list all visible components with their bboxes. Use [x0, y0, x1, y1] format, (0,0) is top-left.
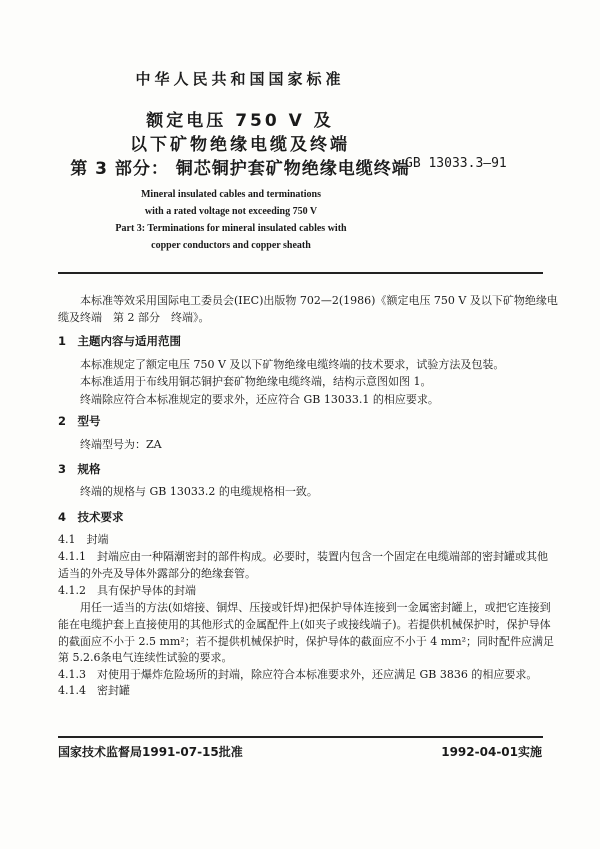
section-4-1-3: 4.1.3 对使用于爆炸危险场所的封端，除应符合本标准要求外，还应满足 GB 3836 的相应要求。	[58, 668, 538, 681]
section-4-1-2-body: 的截面应不小于 2.5 mm²；若不提供机械保护时，保护导体的截面应不小于 4 mm²；同时配件应满足	[58, 635, 555, 648]
section-1-para: 终端除应符合本标准规定的要求外，还应符合 GB 13033.1 的相应要求。	[80, 393, 439, 406]
section-2-para: 终端型号为：ZA	[80, 438, 162, 451]
section-3-para: 终端的规格与 GB 13033.2 的电缆规格相一致。	[80, 485, 318, 498]
title-line-2: 以下矿物绝缘电缆及终端	[130, 135, 350, 155]
section-4-1-2-body: 第 5.2.6条电气连续性试验的要求。	[58, 651, 233, 664]
footer-divider	[58, 736, 543, 738]
section-4-1-2: 4.1.2 具有保护导体的封端	[58, 584, 196, 597]
preface-line-2: 缆及终端 第 2 部分 终端》。	[58, 311, 210, 324]
section-4-1: 4.1 封端	[58, 533, 109, 546]
national-standard-header: 中华人民共和国国家标准	[135, 70, 345, 88]
standard-code: GB 13033.3—91	[405, 156, 507, 171]
english-title-4: copper conductors and copper sheath	[151, 240, 311, 251]
section-1-heading: 1 主题内容与适用范围	[58, 334, 182, 348]
top-divider	[58, 272, 543, 274]
section-1-para: 本标准适用于布线用铜芯铜护套矿物绝缘电缆终端，结构示意图如图 1。	[80, 375, 432, 388]
section-4-1-1: 4.1.1 封端应由一种隔潮密封的部件构成。必要时，装置内包含一个固定在电缆端部的密封罐或其他	[58, 550, 548, 563]
effective-date: 1992-04-01实施	[441, 745, 542, 759]
title-line-1: 额定电压 750 V 及	[146, 111, 334, 131]
preface-line-1: 本标准等效采用国际电工委员会(IEC)出版物 702—2(1986)《额定电压 750 V 及以下矿物绝缘电	[80, 294, 558, 307]
english-title-3: Part 3: Terminations for mineral insulated cables with	[115, 223, 347, 234]
section-4-1-4: 4.1.4 密封罐	[58, 684, 130, 697]
english-title-2: with a rated voltage not exceeding 750 V	[144, 206, 318, 217]
section-4-1-2-body: 能在电缆护套上直接使用的其他形式的金属配件上(如夹子或接线端子)。若提供机械保护时，保护导体	[58, 618, 551, 631]
section-4-heading: 4 技术要求	[58, 510, 124, 524]
section-2-heading: 2 型号	[58, 414, 101, 428]
title-line-3: 第 3 部分： 铜芯铜护套矿物绝缘电缆终端	[70, 159, 410, 179]
section-1-para: 本标准规定了额定电压 750 V 及以下矿物绝缘电缆终端的技术要求，试验方法及包装。	[80, 358, 505, 371]
english-title-1: Mineral insulated cables and terminations	[140, 189, 321, 200]
section-4-1-2-body: 用任一适当的方法(如熔接、铜焊、压接或钎焊)把保护导体连接到一金属密封罐上，或把它连接到	[80, 601, 551, 614]
approval-date: 国家技术监督局1991-07-15批准	[58, 745, 243, 759]
section-4-1-1-cont: 适当的外壳及导体外露部分的绝缘套管。	[58, 567, 256, 580]
section-3-heading: 3 规格	[58, 462, 101, 476]
